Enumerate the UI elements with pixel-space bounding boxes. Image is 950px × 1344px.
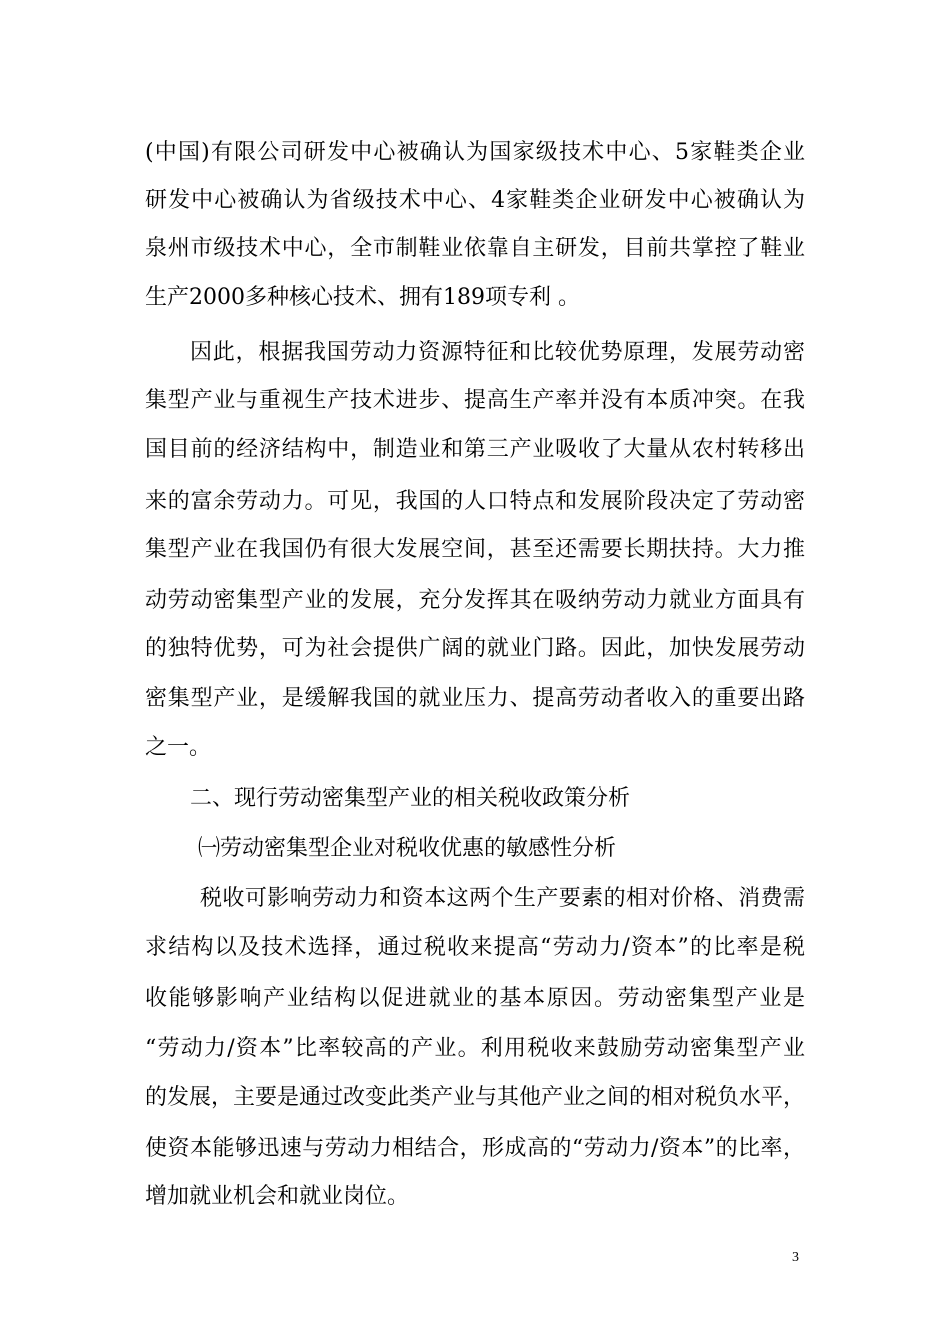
paragraph-2-line-5: 集型产业在我国仍有很大发展空间，甚至还需要长期扶持。大力推 [145,537,805,562]
paragraph-1-line-2: 研发中心被确认为省级技术中心、4家鞋类企业研发中心被确认为 [145,188,805,213]
paragraph-2-line-3: 国目前的经济结构中，制造业和第三产业吸收了大量从农村转移出 [145,437,805,462]
paragraph-3-line-1: 税收可影响劳动力和资本这两个生产要素的相对价格、消费需 [200,886,805,911]
paragraph-3-line-4: “劳动力/资本”比率较高的产业。利用税收来鼓励劳动密集型产业 [145,1036,805,1061]
paragraph-2-line-1: 因此，根据我国劳动力资源特征和比较优势原理，发展劳动密 [190,340,805,365]
paragraph-3-line-7: 增加就业机会和就业岗位。 [145,1184,410,1209]
paragraph-2-line-7: 的独特优势，可为社会提供广阔的就业门路。因此，加快发展劳动 [145,636,805,661]
paragraph-3-line-2: 求结构以及技术选择，通过税收来提高“劳动力/资本”的比率是税 [145,935,805,960]
paragraph-2-line-4: 来的富余劳动力。可见，我国的人口特点和发展阶段决定了劳动密 [145,489,805,514]
paragraph-3-line-6: 使资本能够迅速与劳动力相结合，形成高的“劳动力/资本”的比率， [145,1136,805,1161]
paragraph-3-line-5: 的发展，主要是通过改变此类产业与其他产业之间的相对税负水平， [145,1085,806,1110]
paragraph-2-line-6: 动劳动密集型产业的发展，充分发挥其在吸纳劳动力就业方面具有 [145,588,805,613]
section-heading: 二、现行劳动密集型产业的相关税收政策分析 [190,786,631,811]
paragraph-3-line-3: 收能够影响产业结构以促进就业的基本原因。劳动密集型产业是 [145,986,805,1011]
subsection-heading: ㈠劳动密集型企业对税收优惠的敏感性分析 [198,836,617,861]
paragraph-1-line-1: (中国)有限公司研发中心被确认为国家级技术中心、5家鞋类企业 [145,140,805,165]
paragraph-2-line-8: 密集型产业，是缓解我国的就业压力、提高劳动者收入的重要出路 [145,686,805,711]
paragraph-1-line-3: 泉州市级技术中心，全市制鞋业依靠自主研发，目前共掌控了鞋业 [145,236,805,261]
paragraph-1-line-4: 生产2000多种核心技术、拥有189项专利 。 [145,285,580,310]
paragraph-2-line-2: 集型产业与重视生产技术进步、提高生产率并没有本质冲突。在我 [145,388,805,413]
paragraph-2-line-9: 之一。 [145,735,212,760]
page-number: 3 [792,1250,799,1265]
